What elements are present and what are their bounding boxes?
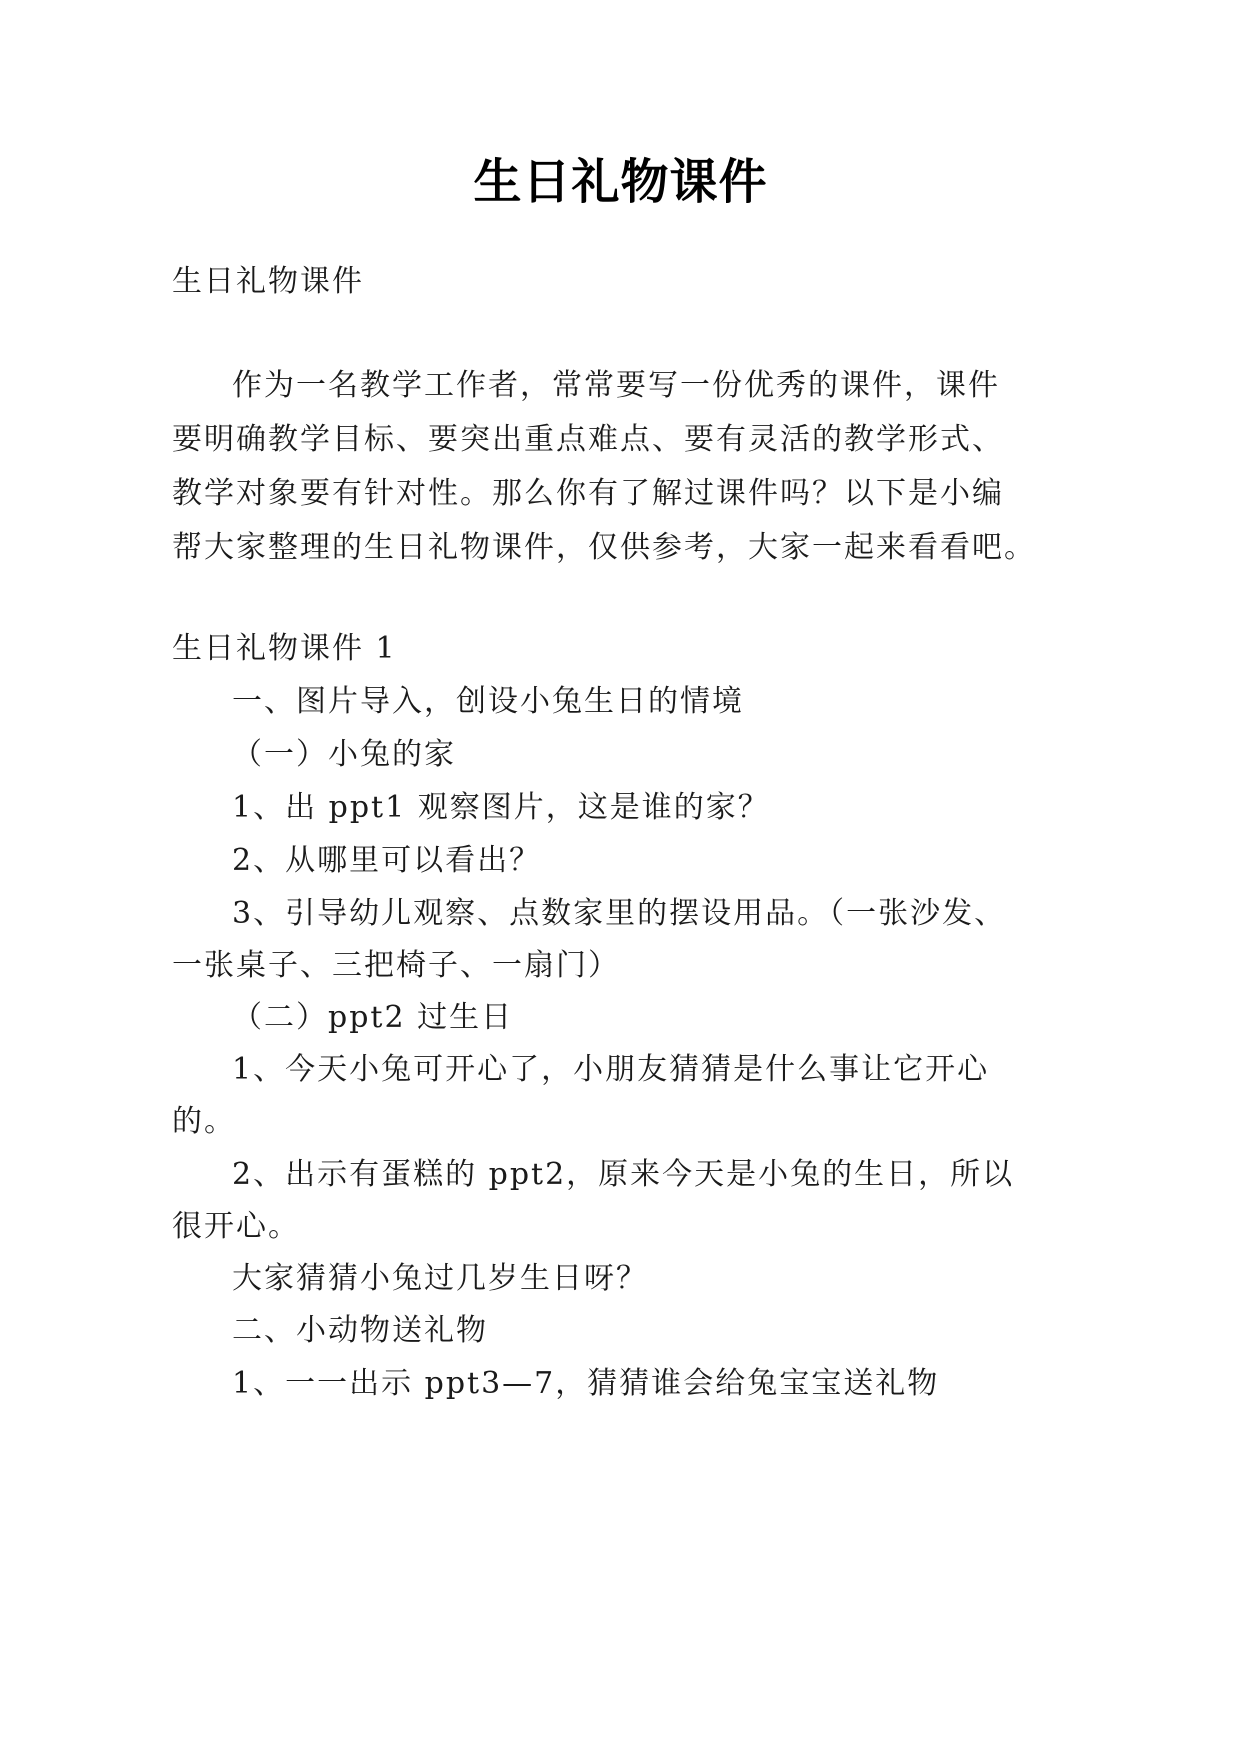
section-heading: 生日礼物课件 1 <box>172 631 397 666</box>
body-line-3: 1、出 ppt1 观察图片，这是谁的家？ <box>232 790 770 825</box>
body-line-13: 二、小动物送礼物 <box>232 1313 488 1348</box>
body-line-12: 大家猜猜小兔过几岁生日呀？ <box>232 1261 648 1296</box>
intro-line-3: 教学对象要有针对性。那么你有了解过课件吗？以下是小编 <box>172 476 1004 511</box>
document-subtitle: 生日礼物课件 <box>172 264 364 299</box>
intro-line-2: 要明确教学目标、要突出重点难点、要有灵活的教学形式、 <box>172 422 1004 457</box>
intro-line-4: 帮大家整理的生日礼物课件，仅供参考，大家一起来看看吧。 <box>172 530 1036 565</box>
body-line-5: 3、引导幼儿观察、点数家里的摆设用品。（一张沙发、 <box>232 896 1007 931</box>
body-line-14: 1、一一出示 ppt3—7，猜猜谁会给兔宝宝送礼物 <box>232 1366 940 1401</box>
body-line-7: （二）ppt2 过生日 <box>232 1000 514 1035</box>
body-line-6: 一张桌子、三把椅子、一扇门） <box>172 948 620 983</box>
body-line-11: 很开心。 <box>172 1209 300 1244</box>
body-line-2: （一）小兔的家 <box>232 737 456 772</box>
body-line-1: 一、图片导入，创设小兔生日的情境 <box>232 684 744 719</box>
body-line-9: 的。 <box>172 1104 236 1139</box>
intro-line-1: 作为一名教学工作者，常常要写一份优秀的课件，课件 <box>232 368 1000 403</box>
body-line-4: 2、从哪里可以看出？ <box>232 843 542 878</box>
document-title: 生日礼物课件 <box>473 154 768 210</box>
body-line-10: 2、出示有蛋糕的 ppt2，原来今天是小兔的生日，所以 <box>232 1157 1015 1192</box>
body-line-8: 1、今天小兔可开心了，小朋友猜猜是什么事让它开心 <box>232 1052 990 1087</box>
